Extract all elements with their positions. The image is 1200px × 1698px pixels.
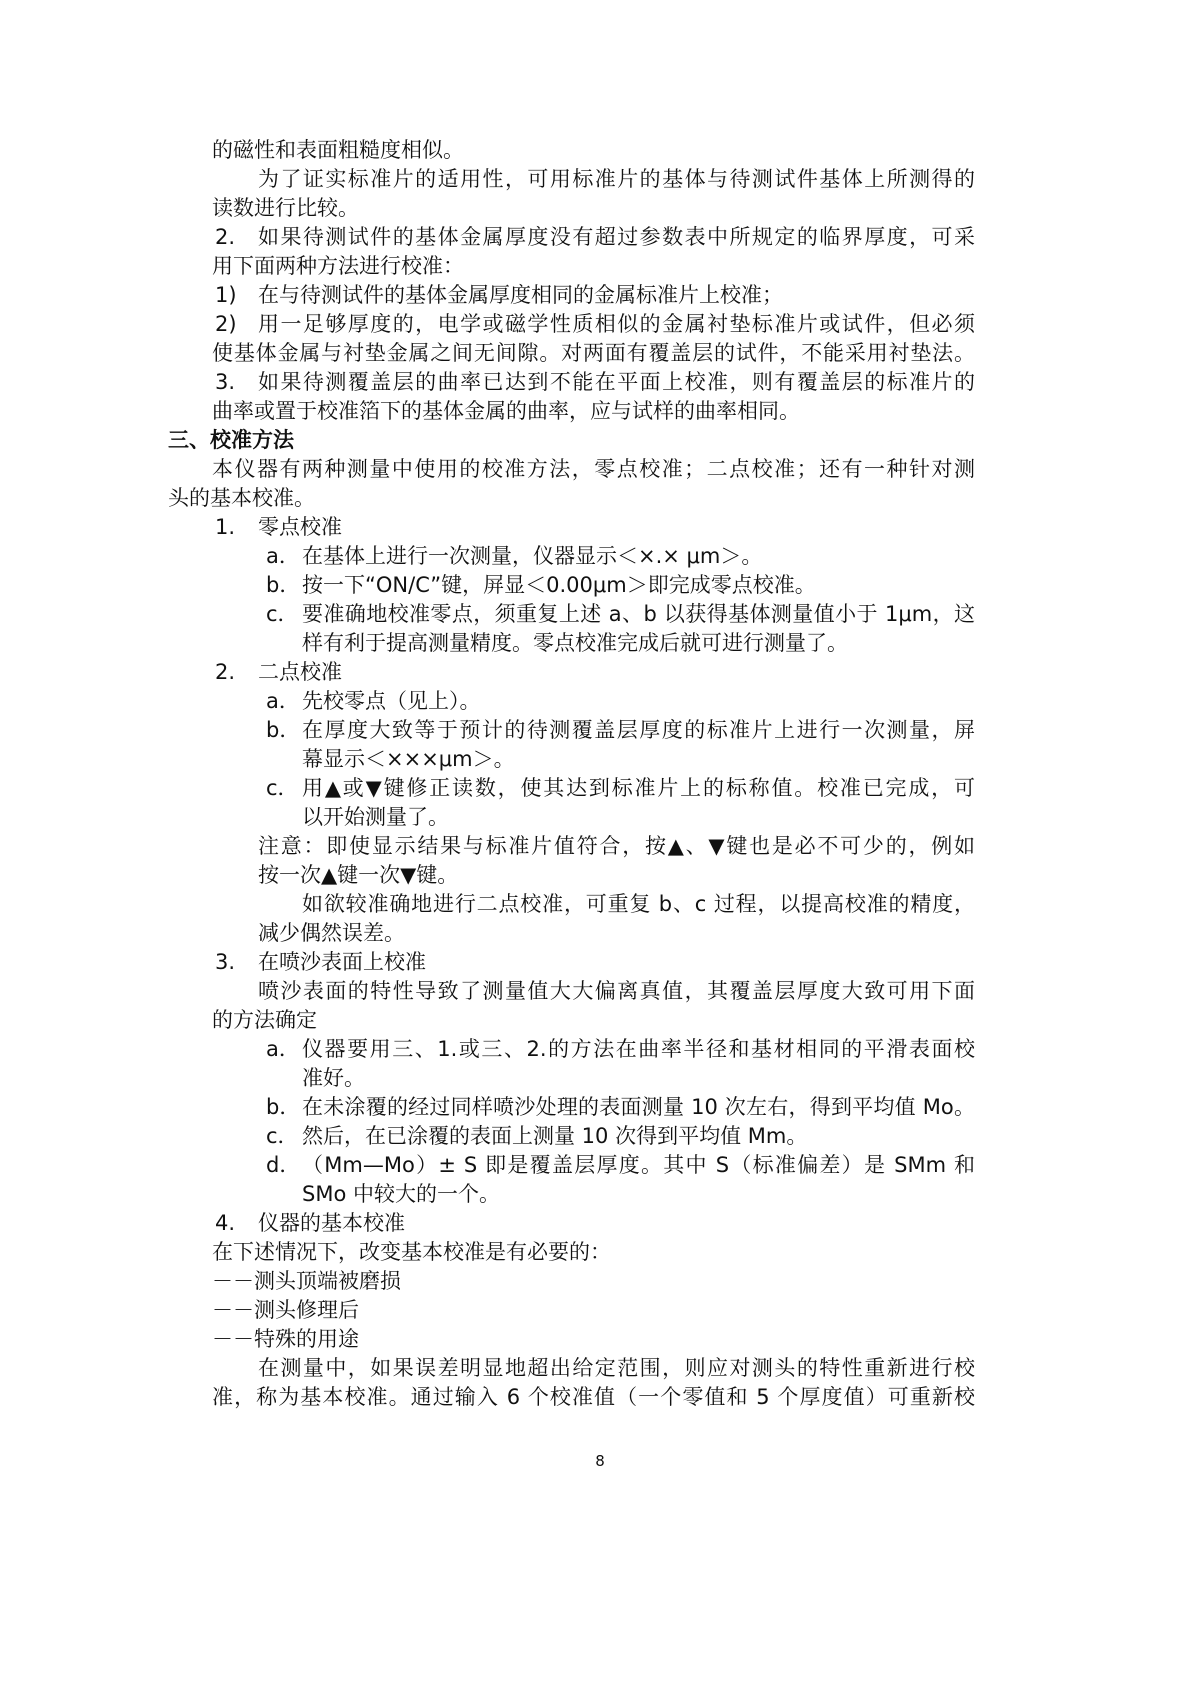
text-line: 准好。 bbox=[302, 1066, 365, 1090]
subsection-title: 二点校准 bbox=[258, 660, 342, 684]
text-line: 读数进行比较。 bbox=[212, 196, 359, 220]
text-line: 使基体金属与衬垫金属之间无间隙。对两面有覆盖层的试件，不能采用衬垫法。 bbox=[212, 341, 975, 365]
text-line: 喷沙表面的特性导致了测量值大大偏离真值，其覆盖层厚度大致可用下面 bbox=[258, 979, 975, 1003]
text-line: 如果待测试件的基体金属厚度没有超过参数表中所规定的临界厚度，可采 bbox=[258, 225, 975, 249]
list-letter: c． bbox=[266, 776, 299, 800]
text-line: 头的基本校准。 bbox=[168, 486, 315, 510]
text-line: 在基体上进行一次测量，仪器显示＜×.× μm＞。 bbox=[302, 544, 763, 568]
note-text: 按一次▲键一次▼键。 bbox=[258, 863, 459, 887]
text-line: 在未涂覆的经过同样喷沙处理的表面测量 10 次左右，得到平均值 Mo。 bbox=[302, 1095, 975, 1119]
text-line: 如欲较准确地进行二点校准，可重复 b、c 过程，以提高校准的精度， bbox=[302, 892, 975, 916]
text-line: 以开始测量了。 bbox=[302, 805, 449, 829]
text-line: 在下述情况下，改变基本校准是有必要的： bbox=[212, 1240, 611, 1264]
list-number: 1. bbox=[215, 515, 236, 539]
list-letter: d． bbox=[266, 1153, 301, 1177]
text-line: 的磁性和表面粗糙度相似。 bbox=[212, 138, 464, 162]
text-line: 准，称为基本校准。通过输入 6 个校准值（一个零值和 5 个厚度值）可重新校 bbox=[212, 1385, 975, 1409]
text-line: 减少偶然误差。 bbox=[258, 921, 405, 945]
text-line: 要准确地校准零点，须重复上述 a、b 以获得基体测量值小于 1μm，这 bbox=[302, 602, 975, 626]
text-line: 为了证实标准片的适用性，可用标准片的基体与待测试件基体上所测得的 bbox=[258, 167, 975, 191]
list-letter: c． bbox=[266, 602, 299, 626]
list-letter: a． bbox=[266, 1037, 300, 1061]
text-line: 在与待测试件的基体金属厚度相同的金属标准片上校准； bbox=[258, 283, 783, 307]
list-number: 4. bbox=[215, 1211, 236, 1235]
text-line: 用下面两种方法进行校准： bbox=[212, 254, 464, 278]
list-letter: c． bbox=[266, 1124, 299, 1148]
list-letter: a． bbox=[266, 544, 300, 568]
list-letter: b． bbox=[266, 718, 301, 742]
subsection-title: 在喷沙表面上校准 bbox=[258, 950, 426, 974]
text-line: 曲率或置于校准箔下的基体金属的曲率，应与试样的曲率相同。 bbox=[212, 399, 800, 423]
text-line: 的方法确定 bbox=[212, 1008, 317, 1032]
dash-item: －－特殊的用途 bbox=[212, 1327, 359, 1351]
text-line: 仪器要用三、1.或三、2.的方法在曲率半径和基材相同的平滑表面校 bbox=[302, 1037, 975, 1061]
text-line: 幕显示＜×××μm＞。 bbox=[302, 747, 515, 771]
text-line: SMo 中较大的一个。 bbox=[302, 1182, 500, 1206]
list-number: 3. bbox=[215, 370, 236, 394]
text-line: （Mm—Mo）± S 即是覆盖层厚度。其中 S（标准偏差）是 SMm 和 bbox=[302, 1153, 975, 1177]
text-line: 用▲或▼键修正读数，使其达到标准片上的标称值。校准已完成，可 bbox=[302, 776, 975, 800]
page-number: 8 bbox=[595, 1452, 605, 1470]
note-text: 注意：即使显示结果与标准片值符合，按▲、▼键也是必不可少的，例如 bbox=[258, 834, 975, 858]
section-heading: 三、校准方法 bbox=[168, 428, 294, 452]
subsection-title: 零点校准 bbox=[258, 515, 342, 539]
text-line: 样有利于提高测量精度。零点校准完成后就可进行测量了。 bbox=[302, 631, 848, 655]
list-letter: a． bbox=[266, 689, 300, 713]
list-letter: b． bbox=[266, 573, 301, 597]
text-line: 本仪器有两种测量中使用的校准方法，零点校准；二点校准；还有一种针对测 bbox=[212, 457, 975, 481]
list-number: 3. bbox=[215, 950, 236, 974]
subsection-title: 仪器的基本校准 bbox=[258, 1211, 405, 1235]
text-line: 如果待测覆盖层的曲率已达到不能在平面上校准，则有覆盖层的标准片的 bbox=[258, 370, 975, 394]
dash-item: －－测头修理后 bbox=[212, 1298, 359, 1322]
text-line: 然后，在已涂覆的表面上测量 10 次得到平均值 Mm。 bbox=[302, 1124, 808, 1148]
text-line: 在测量中，如果误差明显地超出给定范围，则应对测头的特性重新进行校 bbox=[258, 1356, 975, 1380]
list-number: 2. bbox=[215, 660, 236, 684]
dash-item: －－测头顶端被磨损 bbox=[212, 1269, 401, 1293]
text-line: 在厚度大致等于预计的待测覆盖层厚度的标准片上进行一次测量，屏 bbox=[302, 718, 975, 742]
list-number: 2) bbox=[215, 312, 237, 336]
list-number: 2. bbox=[215, 225, 236, 249]
text-line: 先校零点（见上）。 bbox=[302, 689, 481, 713]
text-line: 用一足够厚度的，电学或磁学性质相似的金属衬垫标准片或试件，但必须 bbox=[258, 312, 975, 336]
text-line: 按一下“ON/C”键，屏显＜0.00μm＞即完成零点校准。 bbox=[302, 573, 816, 597]
list-letter: b． bbox=[266, 1095, 301, 1119]
list-number: 1) bbox=[215, 283, 237, 307]
